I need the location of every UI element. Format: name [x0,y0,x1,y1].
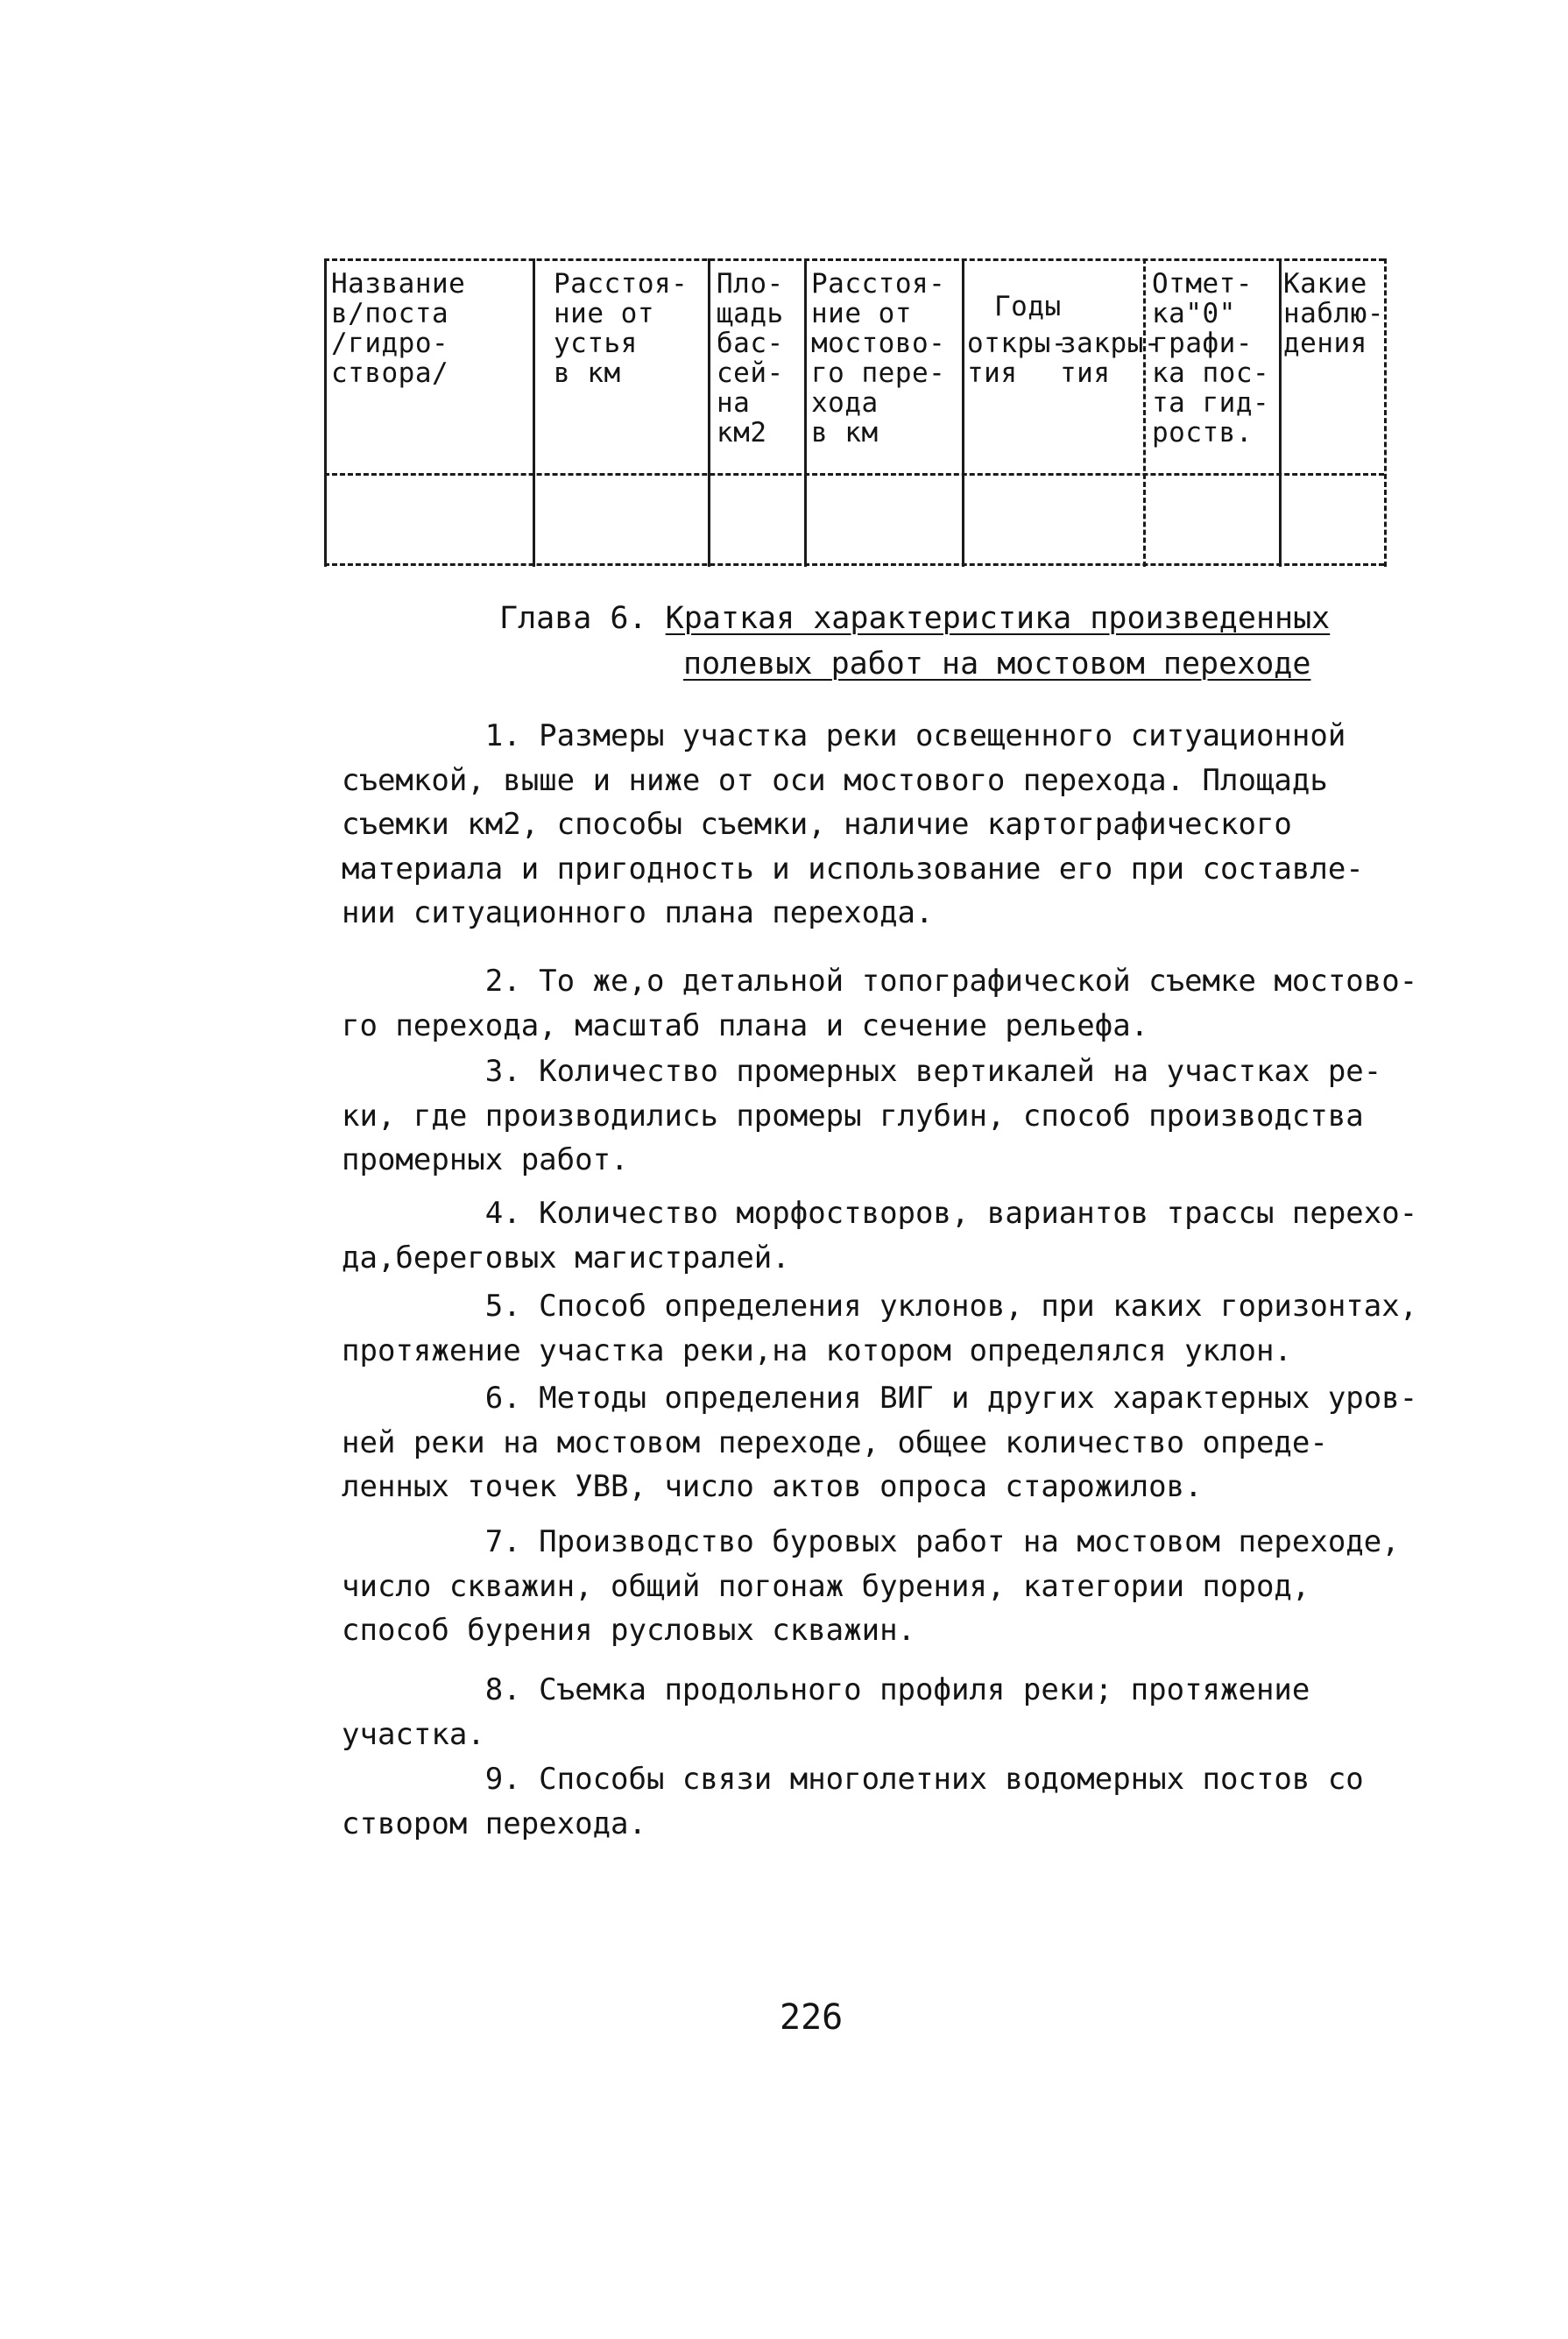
header-years: Годы [994,291,1062,322]
header-station-name: Название в/поста /гидро- створa/ [331,268,466,389]
chapter-heading-line1 [499,596,1330,641]
table-col-border [962,258,964,567]
paragraph-5: 5. Способ определения уклонов, при каких горизонтах, протяжение участка реки,на котором определялся уклон. [342,1289,1418,1368]
table-col-border [533,258,535,567]
chapter-heading-line2 [683,641,1310,687]
paragraph-6: 6. Методы определения ВИГ и других характерных уров- ней реки на мостовом переходе, общее количество опреде- ленных точек УВВ, число актов опроса старожилов. [342,1381,1418,1504]
paragraph-8: 8. Съемка продольного профиля реки; протяжение участка. [342,1672,1310,1752]
header-years-opened: откры- тия [967,328,1068,389]
table-col-border [708,258,710,567]
paragraph-3: 3. Количество промерных вертикалей на участках ре- ки, где производились промеры глубин, способ производства промерных работ. [342,1054,1382,1177]
chapter-label: Глава 6. [499,601,647,636]
header-distance-mouth: Расстоя- ние от устья в км [554,268,689,389]
table-col-border [804,258,807,567]
table-col-border [324,258,327,567]
header-basin-area: Пло- щадь бас- сей- на км2 [717,268,784,449]
paragraph-2: 2. То же,о детальной топографической съемке мостово- го перехода, масштаб плана и сечение рельефа. [342,964,1418,1043]
table-bottom-border [324,563,1384,566]
header-distance-crossing: Расстоя- ние от мостово- го пере- хода в км [811,268,946,449]
page-number: 226 [780,1997,844,2038]
chapter-title-line2: полевых работ на мостовом переходе [683,647,1311,682]
header-zero-mark: Отмет- ка"0" графи- ка пос- та гид- роств. [1152,268,1270,449]
header-years-closed: закры- тия [1060,328,1161,389]
table-header-divider [324,473,1384,476]
table-col-border [1279,258,1282,567]
paragraph-7: 7. Производство буровых работ на мостовом переходе, число скважин, общий погонаж бурения, категории пород, способ бурения русловых скважин. [342,1524,1400,1648]
table-top-border [324,258,1384,261]
table-col-border [1143,258,1146,567]
stations-table [324,258,1384,567]
paragraph-9: 9. Способы связи многолетних водомерных постов со створом перехода. [342,1762,1364,1841]
paragraph-1: 1. Размеры участка реки освещенного ситуационной съемкой, выше и ниже от оси мостового перехода. Площадь съемки км2, способы съемки, наличие картографического материала и пригодность и использование его при составле- нии ситуационного плана перехода. [342,718,1364,930]
chapter-title-line1: Краткая характеристика произведенных [665,601,1331,636]
header-observations: Какие наблю- дения [1283,268,1384,359]
paragraph-4: 4. Количество морфостворов, вариантов трассы перехо- да,береговых магистралей. [342,1196,1418,1275]
table-col-border [1384,258,1387,567]
